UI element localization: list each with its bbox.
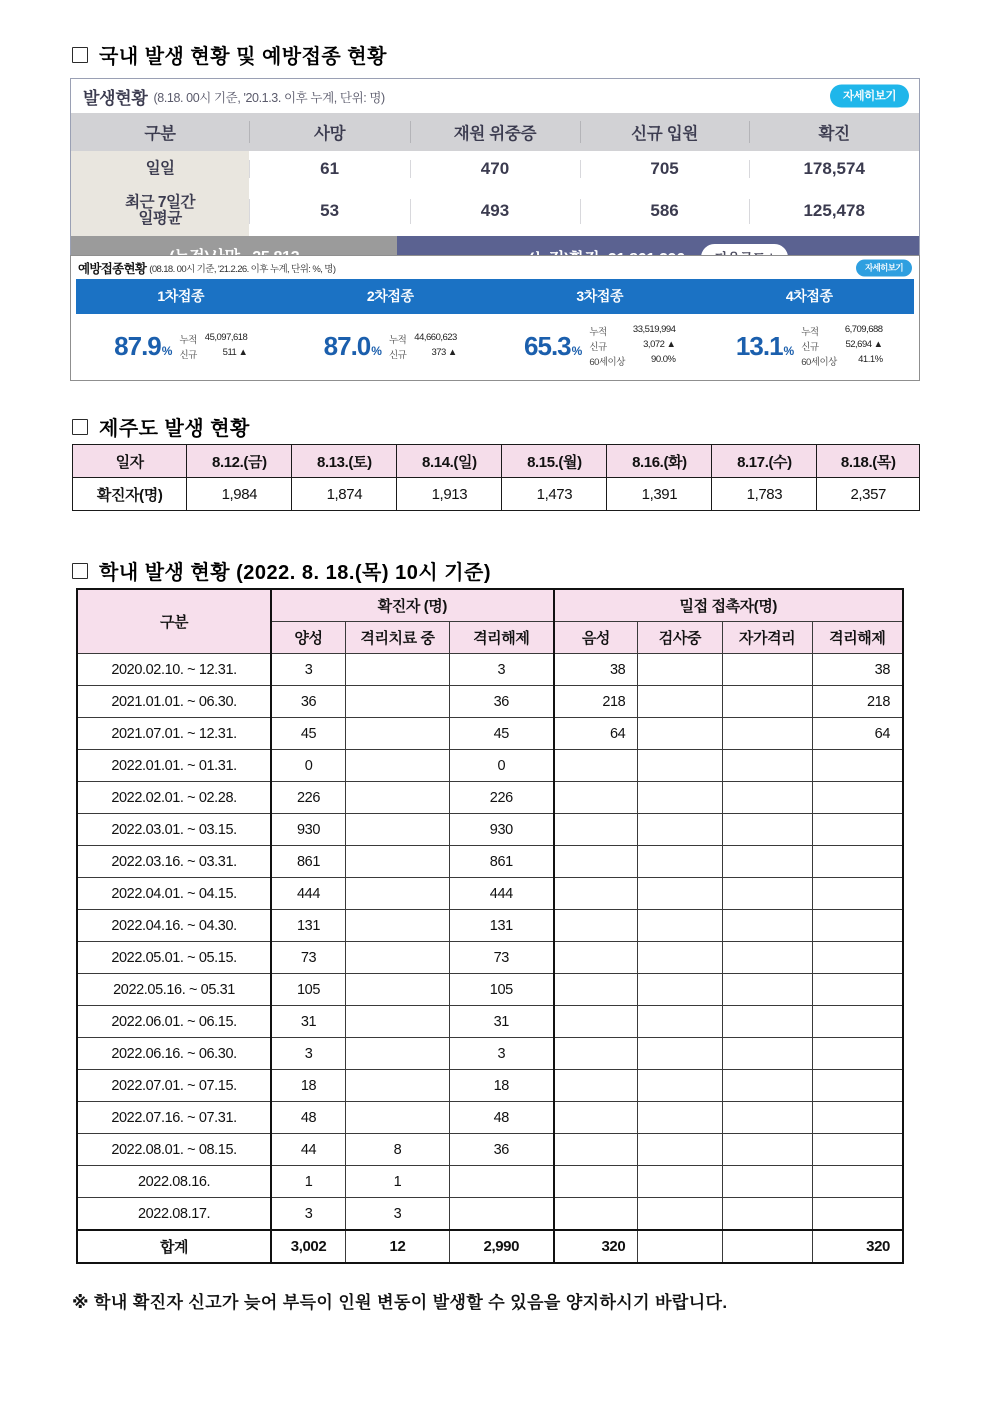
vaccination-dose-2-percent: 87.0% bbox=[323, 331, 381, 361]
school-cell-released: 3 bbox=[450, 654, 554, 686]
table-row bbox=[77, 718, 903, 750]
school-row-period: 2022.04.01. ~ 04.15. bbox=[77, 878, 271, 910]
school-cell-negative bbox=[554, 750, 638, 782]
kdca-col-new-admission: 신규 입원 bbox=[580, 113, 750, 151]
school-row-period: 2022.05.01. ~ 05.15. bbox=[77, 942, 271, 974]
kdca-weekly-confirmed: 125,478 bbox=[749, 187, 919, 236]
table-row bbox=[77, 782, 903, 814]
school-cell-in-isolation bbox=[345, 846, 449, 878]
table-row bbox=[77, 942, 903, 974]
school-cell-in-isolation bbox=[345, 910, 449, 942]
school-cell-contact-released bbox=[812, 750, 903, 782]
school-cell-positive: 1 bbox=[271, 1166, 345, 1198]
school-cell-contact-released bbox=[812, 782, 903, 814]
section-heading-domestic-label: 국내 발생 현황 및 예방접종 현황 bbox=[99, 46, 387, 68]
kdca-table-header-row bbox=[71, 113, 919, 151]
jeju-col-0815: 8.15.(월) bbox=[502, 445, 607, 478]
school-cell-positive: 73 bbox=[271, 942, 345, 974]
school-row-period: 2020.02.10. ~ 12.31. bbox=[77, 654, 271, 686]
dose-4-cum-label: 누적 bbox=[801, 327, 819, 338]
jeju-row-label: 확진자(명) bbox=[73, 478, 187, 511]
jeju-value-0814: 1,913 bbox=[397, 478, 502, 511]
school-cell-testing bbox=[638, 942, 722, 974]
jeju-value-0815: 1,473 bbox=[502, 478, 607, 511]
table-row bbox=[77, 654, 903, 686]
vaccination-dose-3-stats bbox=[495, 324, 705, 368]
school-cell-self-isolation bbox=[722, 846, 812, 878]
dose-4-new-value: 52,694 ▲ bbox=[845, 339, 883, 350]
school-cell-negative bbox=[554, 974, 638, 1006]
school-cell-testing bbox=[638, 1166, 722, 1198]
school-cell-self-isolation bbox=[722, 718, 812, 750]
school-cell-negative bbox=[554, 1134, 638, 1166]
school-cell-released: 45 bbox=[450, 718, 554, 750]
school-cell-in-isolation bbox=[345, 814, 449, 846]
school-cell-contact-released bbox=[812, 910, 903, 942]
vaccination-dose-2-label: 2차접종 bbox=[366, 288, 414, 304]
section-heading-jeju bbox=[72, 412, 250, 441]
school-cell-contact-released bbox=[812, 1198, 903, 1231]
dose-4-elder-label: 60세이상 bbox=[801, 357, 837, 368]
school-cell-contact-released bbox=[812, 942, 903, 974]
school-cell-contact-released bbox=[812, 1038, 903, 1070]
school-cell-positive: 105 bbox=[271, 974, 345, 1006]
school-total-self-isolation bbox=[722, 1230, 812, 1263]
jeju-header-row bbox=[73, 445, 920, 478]
school-cell-negative bbox=[554, 814, 638, 846]
school-cell-negative bbox=[554, 1070, 638, 1102]
dose-1-new-value: 511 ▲ bbox=[222, 346, 248, 358]
school-row-period: 2022.02.01. ~ 02.28. bbox=[77, 782, 271, 814]
school-total-negative: 320 bbox=[554, 1230, 638, 1263]
section-heading-school-label: 학내 발생 현황 (2022. 8. 18.(목) 10시 기준) bbox=[99, 562, 492, 584]
school-cell-negative bbox=[554, 1198, 638, 1231]
dose-1-new-label: 신규 bbox=[179, 349, 197, 361]
jeju-col-0816: 8.16.(화) bbox=[607, 445, 712, 478]
school-cell-self-isolation bbox=[722, 750, 812, 782]
school-cell-contact-released bbox=[812, 878, 903, 910]
table-row bbox=[77, 1006, 903, 1038]
school-total-row bbox=[77, 1230, 903, 1263]
school-cell-contact-released bbox=[812, 974, 903, 1006]
school-cell-contact-released bbox=[812, 814, 903, 846]
table-row bbox=[71, 151, 919, 187]
table-row bbox=[77, 974, 903, 1006]
checkbox-icon bbox=[72, 47, 88, 63]
school-cell-self-isolation bbox=[722, 910, 812, 942]
kdca-weekly-new-admission: 586 bbox=[580, 187, 750, 236]
school-cell-testing bbox=[638, 1038, 722, 1070]
school-cell-released: 131 bbox=[450, 910, 554, 942]
school-cell-testing bbox=[638, 974, 722, 1006]
school-cell-released: 444 bbox=[450, 878, 554, 910]
vaccination-dose-4-label: 4차접종 bbox=[785, 288, 833, 304]
school-col-gubun: 구분 bbox=[77, 589, 271, 654]
school-cell-negative bbox=[554, 910, 638, 942]
school-cell-released: 226 bbox=[450, 782, 554, 814]
dose-1-cum-value: 45,097,618 bbox=[204, 331, 248, 343]
school-cell-in-isolation bbox=[345, 686, 449, 718]
dose-1-cum-label: 누적 bbox=[179, 334, 197, 346]
school-cell-contact-released bbox=[812, 846, 903, 878]
table-row bbox=[77, 1102, 903, 1134]
school-cell-testing bbox=[638, 1198, 722, 1231]
school-cell-released: 31 bbox=[450, 1006, 554, 1038]
section-heading-jeju-label: 제주도 발생 현황 bbox=[99, 418, 250, 440]
school-cell-self-isolation bbox=[722, 878, 812, 910]
school-cell-testing bbox=[638, 686, 722, 718]
school-cell-positive: 3 bbox=[271, 1038, 345, 1070]
jeju-value-0813: 1,874 bbox=[292, 478, 397, 511]
school-cell-in-isolation bbox=[345, 974, 449, 1006]
vaccination-card bbox=[70, 255, 920, 381]
school-cell-negative: 218 bbox=[554, 686, 638, 718]
school-col-contact-released: 격리해제 bbox=[812, 622, 903, 654]
school-cell-testing bbox=[638, 1006, 722, 1038]
school-cell-positive: 3 bbox=[271, 1198, 345, 1231]
vaccination-dose-2-stats bbox=[286, 324, 496, 368]
kdca-weekly-severe: 493 bbox=[410, 187, 580, 236]
school-cell-in-isolation bbox=[345, 1038, 449, 1070]
school-cell-testing bbox=[638, 782, 722, 814]
school-col-self-isolation: 자가격리 bbox=[722, 622, 812, 654]
school-cell-released: 105 bbox=[450, 974, 554, 1006]
percent-sign: % bbox=[371, 344, 381, 358]
school-row-period: 2022.08.16. bbox=[77, 1166, 271, 1198]
school-row-period: 2022.05.16. ~ 05.31 bbox=[77, 974, 271, 1006]
school-cell-positive: 861 bbox=[271, 846, 345, 878]
kdca-col-confirmed: 확진 bbox=[749, 113, 919, 151]
vaccination-card-title-bar bbox=[71, 256, 919, 279]
vaccination-card-subtitle: (08.18. 00시 기준, '21.2.26. 이후 누계, 단위: %, 명) bbox=[149, 264, 336, 275]
percent-sign: % bbox=[571, 344, 582, 358]
vaccination-card-title: 예방접종현황 bbox=[78, 262, 147, 276]
school-row-period: 2022.03.01. ~ 03.15. bbox=[77, 814, 271, 846]
school-cell-testing bbox=[638, 1134, 722, 1166]
school-cell-contact-released: 38 bbox=[812, 654, 903, 686]
school-cell-contact-released bbox=[812, 1102, 903, 1134]
jeju-col-0817: 8.17.(수) bbox=[712, 445, 817, 478]
school-row-period: 2022.07.01. ~ 07.15. bbox=[77, 1070, 271, 1102]
school-cell-negative bbox=[554, 1006, 638, 1038]
school-total-positive: 3,002 bbox=[271, 1230, 345, 1263]
kdca-weekly-death: 53 bbox=[249, 187, 410, 236]
dose-3-cum-label: 누적 bbox=[589, 327, 607, 338]
vaccination-dose-1-percent: 87.9% bbox=[114, 331, 172, 361]
vaccination-detail-button[interactable]: 자세히보기 bbox=[856, 259, 912, 276]
dose-3-elder-value: 90.0% bbox=[651, 354, 676, 365]
table-row bbox=[77, 1070, 903, 1102]
school-cell-contact-released bbox=[812, 1006, 903, 1038]
school-cell-released: 18 bbox=[450, 1070, 554, 1102]
school-cell-released: 0 bbox=[450, 750, 554, 782]
school-cell-released: 36 bbox=[450, 1134, 554, 1166]
school-row-period: 2022.01.01. ~ 01.31. bbox=[77, 750, 271, 782]
table-row bbox=[77, 1198, 903, 1231]
vaccination-dose-1-label: 1차접종 bbox=[157, 288, 205, 304]
kdca-col-death: 사망 bbox=[249, 113, 410, 151]
kdca-daily-death: 61 bbox=[249, 151, 410, 187]
school-cell-in-isolation bbox=[345, 750, 449, 782]
dose-3-elder-label: 60세이상 bbox=[589, 357, 625, 368]
school-cell-contact-released bbox=[812, 1166, 903, 1198]
school-cell-positive: 131 bbox=[271, 910, 345, 942]
school-col-positive: 양성 bbox=[271, 622, 345, 654]
school-header-row-group bbox=[77, 589, 903, 622]
school-col-negative: 음성 bbox=[554, 622, 638, 654]
table-row bbox=[77, 846, 903, 878]
school-group-contact: 밀접 접촉자(명) bbox=[554, 589, 903, 622]
table-row bbox=[73, 478, 920, 511]
section-heading-school bbox=[72, 556, 491, 585]
vaccination-dose-header-row bbox=[76, 279, 914, 314]
school-cell-positive: 226 bbox=[271, 782, 345, 814]
school-table-wrapper bbox=[76, 588, 904, 1264]
table-row bbox=[77, 1134, 903, 1166]
vaccination-dose-3-label: 3차접종 bbox=[576, 288, 624, 304]
table-row bbox=[77, 686, 903, 718]
school-cell-contact-released bbox=[812, 1134, 903, 1166]
school-cell-released: 930 bbox=[450, 814, 554, 846]
school-cell-negative bbox=[554, 878, 638, 910]
table-row bbox=[77, 910, 903, 942]
school-cell-positive: 48 bbox=[271, 1102, 345, 1134]
school-cell-in-isolation bbox=[345, 1070, 449, 1102]
school-cell-in-isolation: 1 bbox=[345, 1166, 449, 1198]
school-cell-self-isolation bbox=[722, 1198, 812, 1231]
school-cell-released: 861 bbox=[450, 846, 554, 878]
school-cell-self-isolation bbox=[722, 942, 812, 974]
dose-2-cum-label: 누적 bbox=[388, 334, 407, 346]
school-total-label: 합계 bbox=[77, 1230, 271, 1263]
kdca-occurrence-table bbox=[71, 113, 919, 236]
school-group-confirmed: 확진자 (명) bbox=[271, 589, 553, 622]
school-row-period: 2022.07.16. ~ 07.31. bbox=[77, 1102, 271, 1134]
jeju-table-wrapper bbox=[72, 444, 920, 511]
school-cell-contact-released bbox=[812, 1070, 903, 1102]
jeju-col-0813: 8.13.(토) bbox=[292, 445, 397, 478]
school-row-period: 2022.03.16. ~ 03.31. bbox=[77, 846, 271, 878]
jeju-value-0817: 1,783 bbox=[712, 478, 817, 511]
school-cell-released bbox=[450, 1198, 554, 1231]
school-cell-contact-released: 64 bbox=[812, 718, 903, 750]
school-cell-negative bbox=[554, 782, 638, 814]
kdca-row-label-weekly-avg bbox=[71, 187, 249, 236]
school-cell-testing bbox=[638, 1102, 722, 1134]
kdca-row-label-daily: 일일 bbox=[71, 151, 249, 187]
school-cell-negative: 38 bbox=[554, 654, 638, 686]
vaccination-dose-4-percent: 13.1% bbox=[735, 331, 794, 361]
percent-sign: % bbox=[161, 344, 172, 358]
school-row-period: 2022.06.16. ~ 06.30. bbox=[77, 1038, 271, 1070]
jeju-col-date: 일자 bbox=[73, 445, 187, 478]
dose-2-new-label: 신규 bbox=[388, 349, 407, 361]
school-cell-testing bbox=[638, 910, 722, 942]
school-cell-in-isolation bbox=[345, 878, 449, 910]
kdca-daily-new-admission: 705 bbox=[580, 151, 750, 187]
checkbox-icon bbox=[72, 419, 88, 435]
school-cell-positive: 44 bbox=[271, 1134, 345, 1166]
school-cell-self-isolation bbox=[722, 1070, 812, 1102]
school-cell-in-isolation: 3 bbox=[345, 1198, 449, 1231]
kdca-card-title: 발생현황 bbox=[83, 89, 148, 108]
school-cell-self-isolation bbox=[722, 1134, 812, 1166]
school-row-period: 2022.08.17. bbox=[77, 1198, 271, 1231]
section-heading-domestic bbox=[72, 40, 387, 69]
school-cell-in-isolation bbox=[345, 942, 449, 974]
school-cell-self-isolation bbox=[722, 1006, 812, 1038]
kdca-detail-button[interactable]: 자세히보기 bbox=[830, 85, 909, 108]
school-col-in-isolation: 격리치료 중 bbox=[345, 622, 449, 654]
school-cell-self-isolation bbox=[722, 686, 812, 718]
vaccination-dose-1-stats bbox=[76, 324, 286, 368]
jeju-value-0818: 2,357 bbox=[817, 478, 920, 511]
table-row bbox=[77, 814, 903, 846]
school-col-released: 격리해제 bbox=[450, 622, 554, 654]
school-cell-self-isolation bbox=[722, 1038, 812, 1070]
school-cell-self-isolation bbox=[722, 974, 812, 1006]
dose-2-new-value: 373 ▲ bbox=[431, 346, 457, 358]
school-total-released: 2,990 bbox=[450, 1230, 554, 1263]
vaccination-stats-row bbox=[71, 314, 919, 380]
jeju-col-0812: 8.12.(금) bbox=[187, 445, 292, 478]
school-cell-negative bbox=[554, 1166, 638, 1198]
school-cell-self-isolation bbox=[722, 1166, 812, 1198]
school-cell-positive: 444 bbox=[271, 878, 345, 910]
checkbox-icon bbox=[72, 563, 88, 579]
school-row-period: 2021.01.01. ~ 06.30. bbox=[77, 686, 271, 718]
school-cell-positive: 45 bbox=[271, 718, 345, 750]
dose-4-new-label: 신규 bbox=[801, 342, 819, 353]
school-cell-released: 3 bbox=[450, 1038, 554, 1070]
school-total-testing bbox=[638, 1230, 722, 1263]
school-total-contact-released: 320 bbox=[812, 1230, 903, 1263]
school-cell-positive: 3 bbox=[271, 654, 345, 686]
school-cell-in-isolation: 8 bbox=[345, 1134, 449, 1166]
kdca-col-gubun: 구분 bbox=[71, 113, 249, 151]
table-row bbox=[77, 878, 903, 910]
school-table-body bbox=[77, 654, 903, 1264]
school-cell-testing bbox=[638, 750, 722, 782]
kdca-daily-severe: 470 bbox=[410, 151, 580, 187]
school-row-period: 2022.06.01. ~ 06.15. bbox=[77, 1006, 271, 1038]
school-col-testing: 검사중 bbox=[638, 622, 722, 654]
vaccination-dose-3-percent: 65.3% bbox=[524, 331, 582, 361]
dose-4-elder-value: 41.1% bbox=[858, 354, 883, 365]
school-cell-negative bbox=[554, 942, 638, 974]
school-cell-released bbox=[450, 1166, 554, 1198]
dose-3-cum-value: 33,519,994 bbox=[632, 324, 676, 335]
school-cell-testing bbox=[638, 814, 722, 846]
footnote: ※ 학내 확진자 신고가 늦어 부득이 인원 변동이 발생할 수 있음을 양지하시기 바랍니다. bbox=[72, 1293, 728, 1312]
school-occurrence-table bbox=[76, 588, 904, 1264]
jeju-col-0818: 8.18.(목) bbox=[817, 445, 920, 478]
school-cell-positive: 930 bbox=[271, 814, 345, 846]
school-cell-in-isolation bbox=[345, 1102, 449, 1134]
kdca-row-label-weekly-avg-line2: 일평균 bbox=[138, 210, 182, 228]
school-cell-in-isolation bbox=[345, 718, 449, 750]
school-cell-self-isolation bbox=[722, 782, 812, 814]
school-cell-testing bbox=[638, 846, 722, 878]
school-cell-in-isolation bbox=[345, 782, 449, 814]
school-cell-testing bbox=[638, 1070, 722, 1102]
table-row bbox=[77, 1038, 903, 1070]
school-total-in-isolation: 12 bbox=[345, 1230, 449, 1263]
percent-sign: % bbox=[783, 344, 794, 358]
table-row bbox=[77, 1166, 903, 1198]
school-cell-in-isolation bbox=[345, 654, 449, 686]
vaccination-dose-4-stats bbox=[705, 324, 915, 368]
school-cell-testing bbox=[638, 718, 722, 750]
school-cell-negative: 64 bbox=[554, 718, 638, 750]
table-row bbox=[71, 187, 919, 236]
school-cell-positive: 18 bbox=[271, 1070, 345, 1102]
school-cell-negative bbox=[554, 1038, 638, 1070]
school-cell-released: 36 bbox=[450, 686, 554, 718]
kdca-occurrence-card bbox=[70, 78, 920, 281]
jeju-value-0812: 1,984 bbox=[187, 478, 292, 511]
school-row-period: 2022.08.01. ~ 08.15. bbox=[77, 1134, 271, 1166]
dose-3-new-label: 신규 bbox=[589, 342, 607, 353]
school-cell-positive: 36 bbox=[271, 686, 345, 718]
table-row bbox=[77, 750, 903, 782]
kdca-col-severe: 재원 위중증 bbox=[410, 113, 580, 151]
school-cell-released: 73 bbox=[450, 942, 554, 974]
school-cell-positive: 31 bbox=[271, 1006, 345, 1038]
school-cell-testing bbox=[638, 878, 722, 910]
school-cell-testing bbox=[638, 654, 722, 686]
dose-2-cum-value: 44,660,623 bbox=[414, 331, 457, 343]
school-row-period: 2022.04.16. ~ 04.30. bbox=[77, 910, 271, 942]
jeju-occurrence-table bbox=[72, 444, 920, 511]
school-cell-negative bbox=[554, 846, 638, 878]
school-cell-self-isolation bbox=[722, 814, 812, 846]
jeju-value-0816: 1,391 bbox=[607, 478, 712, 511]
kdca-row-label-weekly-avg-line1: 최근 7일간 bbox=[125, 194, 195, 211]
jeju-col-0814: 8.14.(일) bbox=[397, 445, 502, 478]
school-cell-released: 48 bbox=[450, 1102, 554, 1134]
school-cell-negative bbox=[554, 1102, 638, 1134]
school-cell-self-isolation bbox=[722, 654, 812, 686]
kdca-daily-confirmed: 178,574 bbox=[749, 151, 919, 187]
school-row-period: 2021.07.01. ~ 12.31. bbox=[77, 718, 271, 750]
kdca-card-subtitle: (8.18. 00시 기준, '20.1.3. 이후 누계, 단위: 명) bbox=[153, 90, 385, 105]
school-cell-positive: 0 bbox=[271, 750, 345, 782]
dose-4-cum-value: 6,709,688 bbox=[844, 324, 883, 335]
school-cell-contact-released: 218 bbox=[812, 686, 903, 718]
kdca-card-title-bar bbox=[71, 79, 919, 113]
school-cell-in-isolation bbox=[345, 1006, 449, 1038]
dose-3-new-value: 3,072 ▲ bbox=[643, 339, 676, 350]
school-cell-self-isolation bbox=[722, 1102, 812, 1134]
